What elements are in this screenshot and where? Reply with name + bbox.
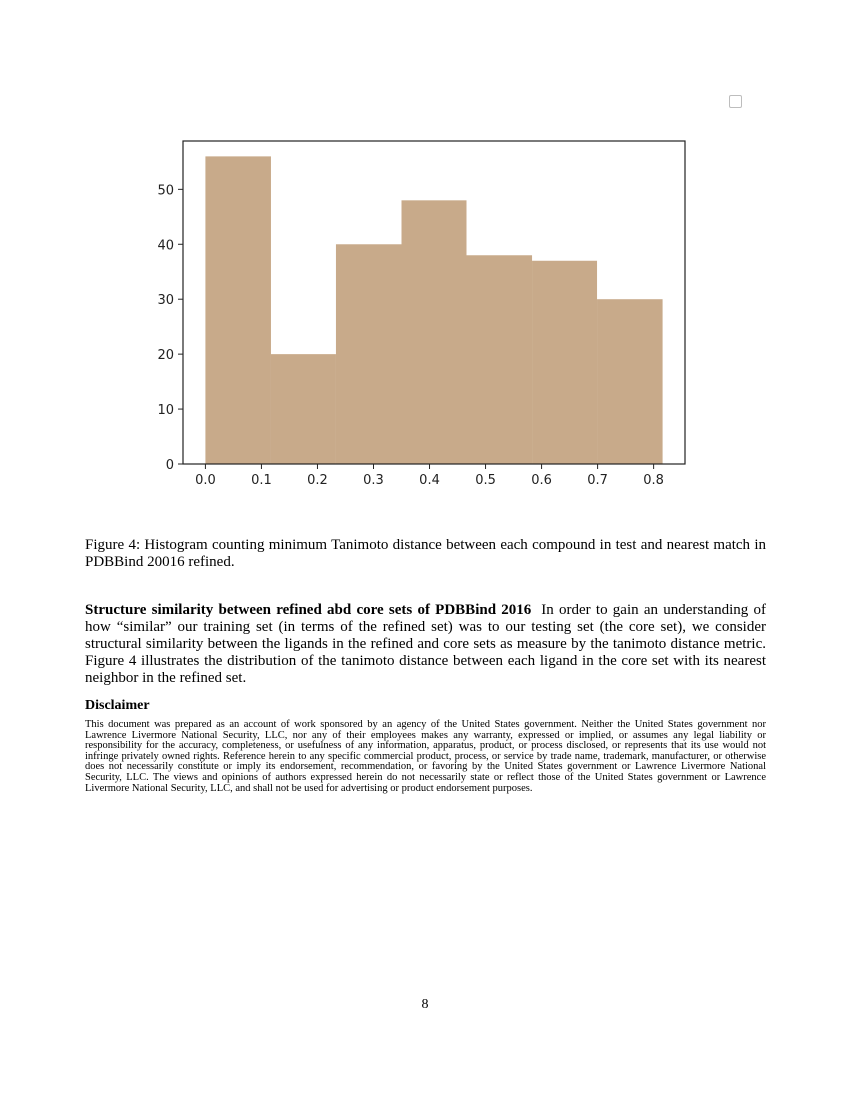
histogram-bar (402, 200, 467, 464)
y-tick-label: 20 (157, 348, 174, 364)
disclaimer-title: Disclaimer (85, 698, 150, 713)
section-body: In order to gain an understanding of how “similar” our training set (in terms of the refined set) was to our testing set (the core set), we consider structural similarity between the ligands in the refined and core sets as measure by the tanimoto distance metric. Figure 4 illustrates the distribution of the tanimoto distance between each ligand in the core set with its nearest neighbor in the refined set. (85, 602, 766, 686)
histogram-bar (205, 156, 271, 464)
x-tick-label: 0.6 (531, 473, 552, 488)
histogram-bar (466, 255, 532, 464)
y-tick-label: 40 (157, 238, 174, 254)
figure-caption: Figure 4: Histogram counting minimum Tanimoto distance between each compound in test and nearest match in PDBBind 20016 refined. (85, 537, 766, 570)
y-tick-label: 50 (157, 183, 174, 199)
x-tick-label: 0.7 (587, 473, 608, 488)
x-tick-label: 0.2 (307, 473, 328, 488)
section-heading: Structure similarity between refined abd core sets of PDBBind 2016 (85, 602, 532, 618)
y-tick-label: 10 (157, 403, 174, 419)
histogram-bar (271, 354, 336, 464)
histogram-bar (532, 261, 597, 464)
checkbox[interactable] (729, 95, 742, 108)
histogram-chart (140, 130, 700, 500)
y-tick-label: 30 (157, 293, 174, 309)
disclaimer-body: This document was prepared as an account of work sponsored by an agency of the United States government. Neither the United States government nor Lawrence Livermore National Security, LLC, nor any of their employees makes any warranty, expressed or implied, or assumes any legal liability or responsibility for the accuracy, completeness, or usefulness of any information, apparatus, product, or process disclosed, or represents that its use would not infringe privately owned rights. Reference herein to any specific commercial product, process, or service by trade name, trademark, manufacturer, or otherwise does not necessarily constitute or imply its endorsement, recommendation, or favoring by the United States government or Lawrence Livermore National Security, LLC. The views and opinions of authors expressed herein do not necessarily state or reflect those of the United States government or Lawrence Livermore National Security, LLC, and shall not be used for advertising or product endorsement purposes. (85, 719, 766, 794)
y-tick-label: 0 (165, 458, 174, 473)
x-tick-label: 0.3 (363, 473, 384, 488)
x-tick-label: 0.4 (419, 473, 440, 488)
x-tick-label: 0.1 (251, 473, 272, 488)
x-tick-label: 0.8 (643, 473, 664, 488)
histogram-bar (336, 244, 402, 464)
x-tick-label: 0.0 (195, 473, 216, 488)
page-number: 8 (421, 997, 429, 1012)
section-paragraph (85, 602, 766, 687)
histogram-bar (597, 299, 663, 464)
x-tick-label: 0.5 (475, 473, 496, 488)
